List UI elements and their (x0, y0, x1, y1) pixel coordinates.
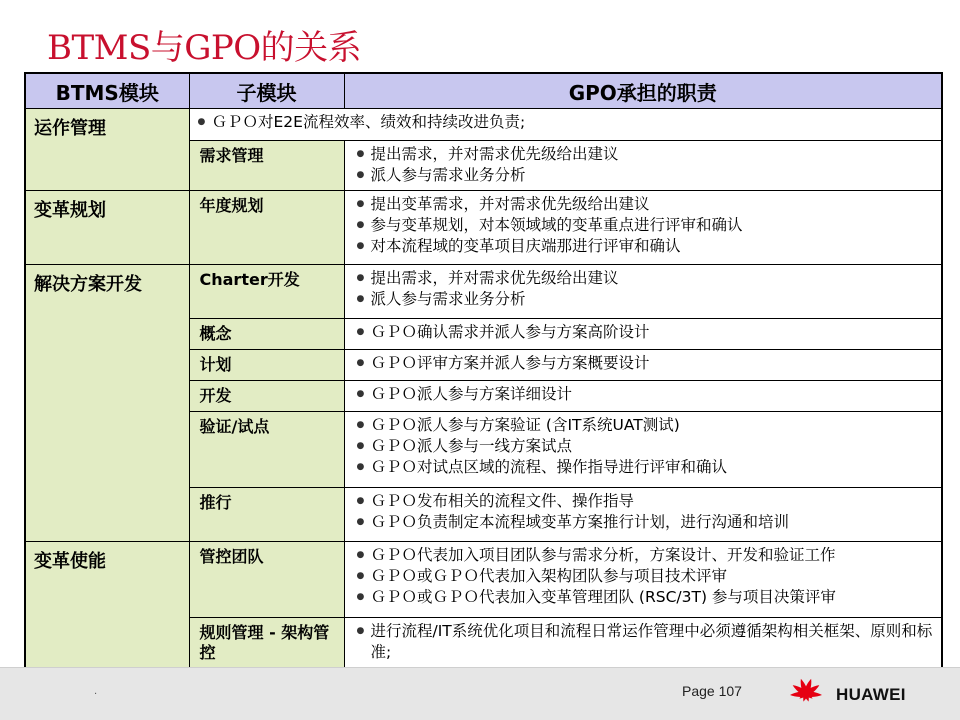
slide-title: BTMS与GPO的关系 (47, 28, 362, 68)
bullet-icon: ● (356, 358, 365, 368)
responsibility-cell (344, 141, 942, 191)
bullet-icon: ● (356, 462, 365, 472)
bullet-item: ● ＧＰＯ或ＧＰＯ代表加入架构团队参与项目技术评审 (356, 567, 728, 585)
bullet-icon: ● (197, 117, 206, 127)
submodule-cell: 概念 (189, 319, 344, 350)
bullet-item: ● ＧＰＯ代表加入项目团队参与需求分析，方案设计、开发和验证工作 (356, 546, 836, 564)
responsibility-cell (344, 488, 942, 542)
submodule-cell: 年度规划 (189, 191, 344, 265)
bullet-icon: ● (356, 149, 365, 159)
bullet-item: ● 派人参与需求业务分析 (356, 166, 526, 184)
table-row (25, 265, 942, 319)
submodule-cell: Charter开发 (189, 265, 344, 319)
table-row (25, 542, 942, 618)
submodule-cell: 规则管理 - 架构管控 (189, 618, 344, 672)
header-sub-module: 子模块 (189, 73, 344, 109)
bullet-icon: ● (356, 327, 365, 337)
bullet-icon: ● (356, 220, 365, 230)
bullet-item: ● ＧＰＯ评审方案并派人参与方案概要设计 (356, 354, 650, 372)
bullet-item: ● 提出需求，并对需求优先级给出建议 (356, 145, 619, 163)
bullet-icon: ● (356, 294, 365, 304)
bullet-item: ● ＧＰＯ派人参与方案详细设计 (356, 385, 573, 403)
submodule-cell: 需求管理 (189, 141, 344, 191)
submodule-cell: 推行 (189, 488, 344, 542)
bullet-item: ● ＧＰＯ负责制定本流程域变革方案推行计划，进行沟通和培训 (356, 513, 790, 531)
module-cell: 运作管理 (25, 109, 189, 191)
submodule-cell: 开发 (189, 381, 344, 412)
bullet-item: ● 提出变革需求，并对需求优先级给出建议 (356, 195, 650, 213)
footer-dot: . (94, 686, 98, 697)
bullet-icon: ● (356, 441, 365, 451)
bullet-item: ● ＧＰＯ或ＧＰＯ代表加入变革管理团队 (RSC/3T) 参与项目决策评审 (356, 588, 836, 606)
bullet-item: ● 进行流程/IT系统优化项目和流程日常运作管理中必须遵循架构相关框架、原则和标准; (356, 622, 933, 661)
bullet-icon: ● (356, 571, 365, 581)
bullet-item: ● 提出需求，并对需求优先级给出建议 (356, 269, 619, 287)
responsibility-table (24, 72, 943, 673)
bullet-item: ● 对本流程域的变革项目庆端那进行评审和确认 (356, 237, 681, 255)
bullet-icon: ● (356, 626, 365, 636)
brand-wordmark: HUAWEI (836, 685, 906, 704)
bullet-icon: ● (356, 389, 365, 399)
bullet-icon: ● (356, 241, 365, 251)
bullet-icon: ● (356, 550, 365, 560)
bullet-item: ● ＧＰＯ派人参与方案验证 (含IT系统UAT测试) (356, 416, 680, 434)
responsibility-cell (344, 618, 942, 672)
submodule-cell: 管控团队 (189, 542, 344, 618)
responsibility-cell (344, 319, 942, 350)
submodule-cell: 计划 (189, 350, 344, 381)
table-row (25, 191, 942, 265)
responsibility-cell (344, 412, 942, 488)
page-number: Page 107 (682, 683, 742, 699)
bullet-item: ● 派人参与需求业务分析 (356, 290, 526, 308)
huawei-logo-icon (786, 674, 826, 714)
bullet-icon: ● (356, 592, 365, 602)
responsibility-cell (344, 381, 942, 412)
bullet-icon: ● (356, 517, 365, 527)
module-cell: 变革使能 (25, 542, 189, 672)
submodule-cell: 验证/试点 (189, 412, 344, 488)
table-header-row (25, 73, 942, 109)
bullet-icon: ● (356, 420, 365, 430)
responsibility-cell (189, 109, 942, 141)
responsibility-cell (344, 542, 942, 618)
bullet-icon: ● (356, 273, 365, 283)
header-gpo-responsibility: GPO承担的职责 (344, 73, 942, 109)
header-btms-module: BTMS模块 (25, 73, 189, 109)
bullet-icon: ● (356, 170, 365, 180)
bullet-item: ● ＧＰＯ对试点区域的流程、操作指导进行评审和确认 (356, 458, 728, 476)
responsibility-cell (344, 265, 942, 319)
bullet-icon: ● (356, 496, 365, 506)
bullet-item: ● ＧＰＯ发布相关的流程文件、操作指导 (356, 492, 635, 510)
module-cell: 变革规划 (25, 191, 189, 265)
responsibility-cell (344, 350, 942, 381)
bullet-item: ● ＧＰＯ派人参与一线方案试点 (356, 437, 573, 455)
bullet-item: ● 参与变革规划，对本领域域的变革重点进行评审和确认 (356, 216, 743, 234)
bullet-item: ● ＧＰＯ对E2E流程效率、绩效和持续改进负责; (197, 113, 526, 131)
module-cell: 解决方案开发 (25, 265, 189, 542)
responsibility-cell (344, 191, 942, 265)
bullet-item: ● ＧＰＯ确认需求并派人参与方案高阶设计 (356, 323, 650, 341)
table-row (25, 109, 942, 141)
bullet-icon: ● (356, 199, 365, 209)
